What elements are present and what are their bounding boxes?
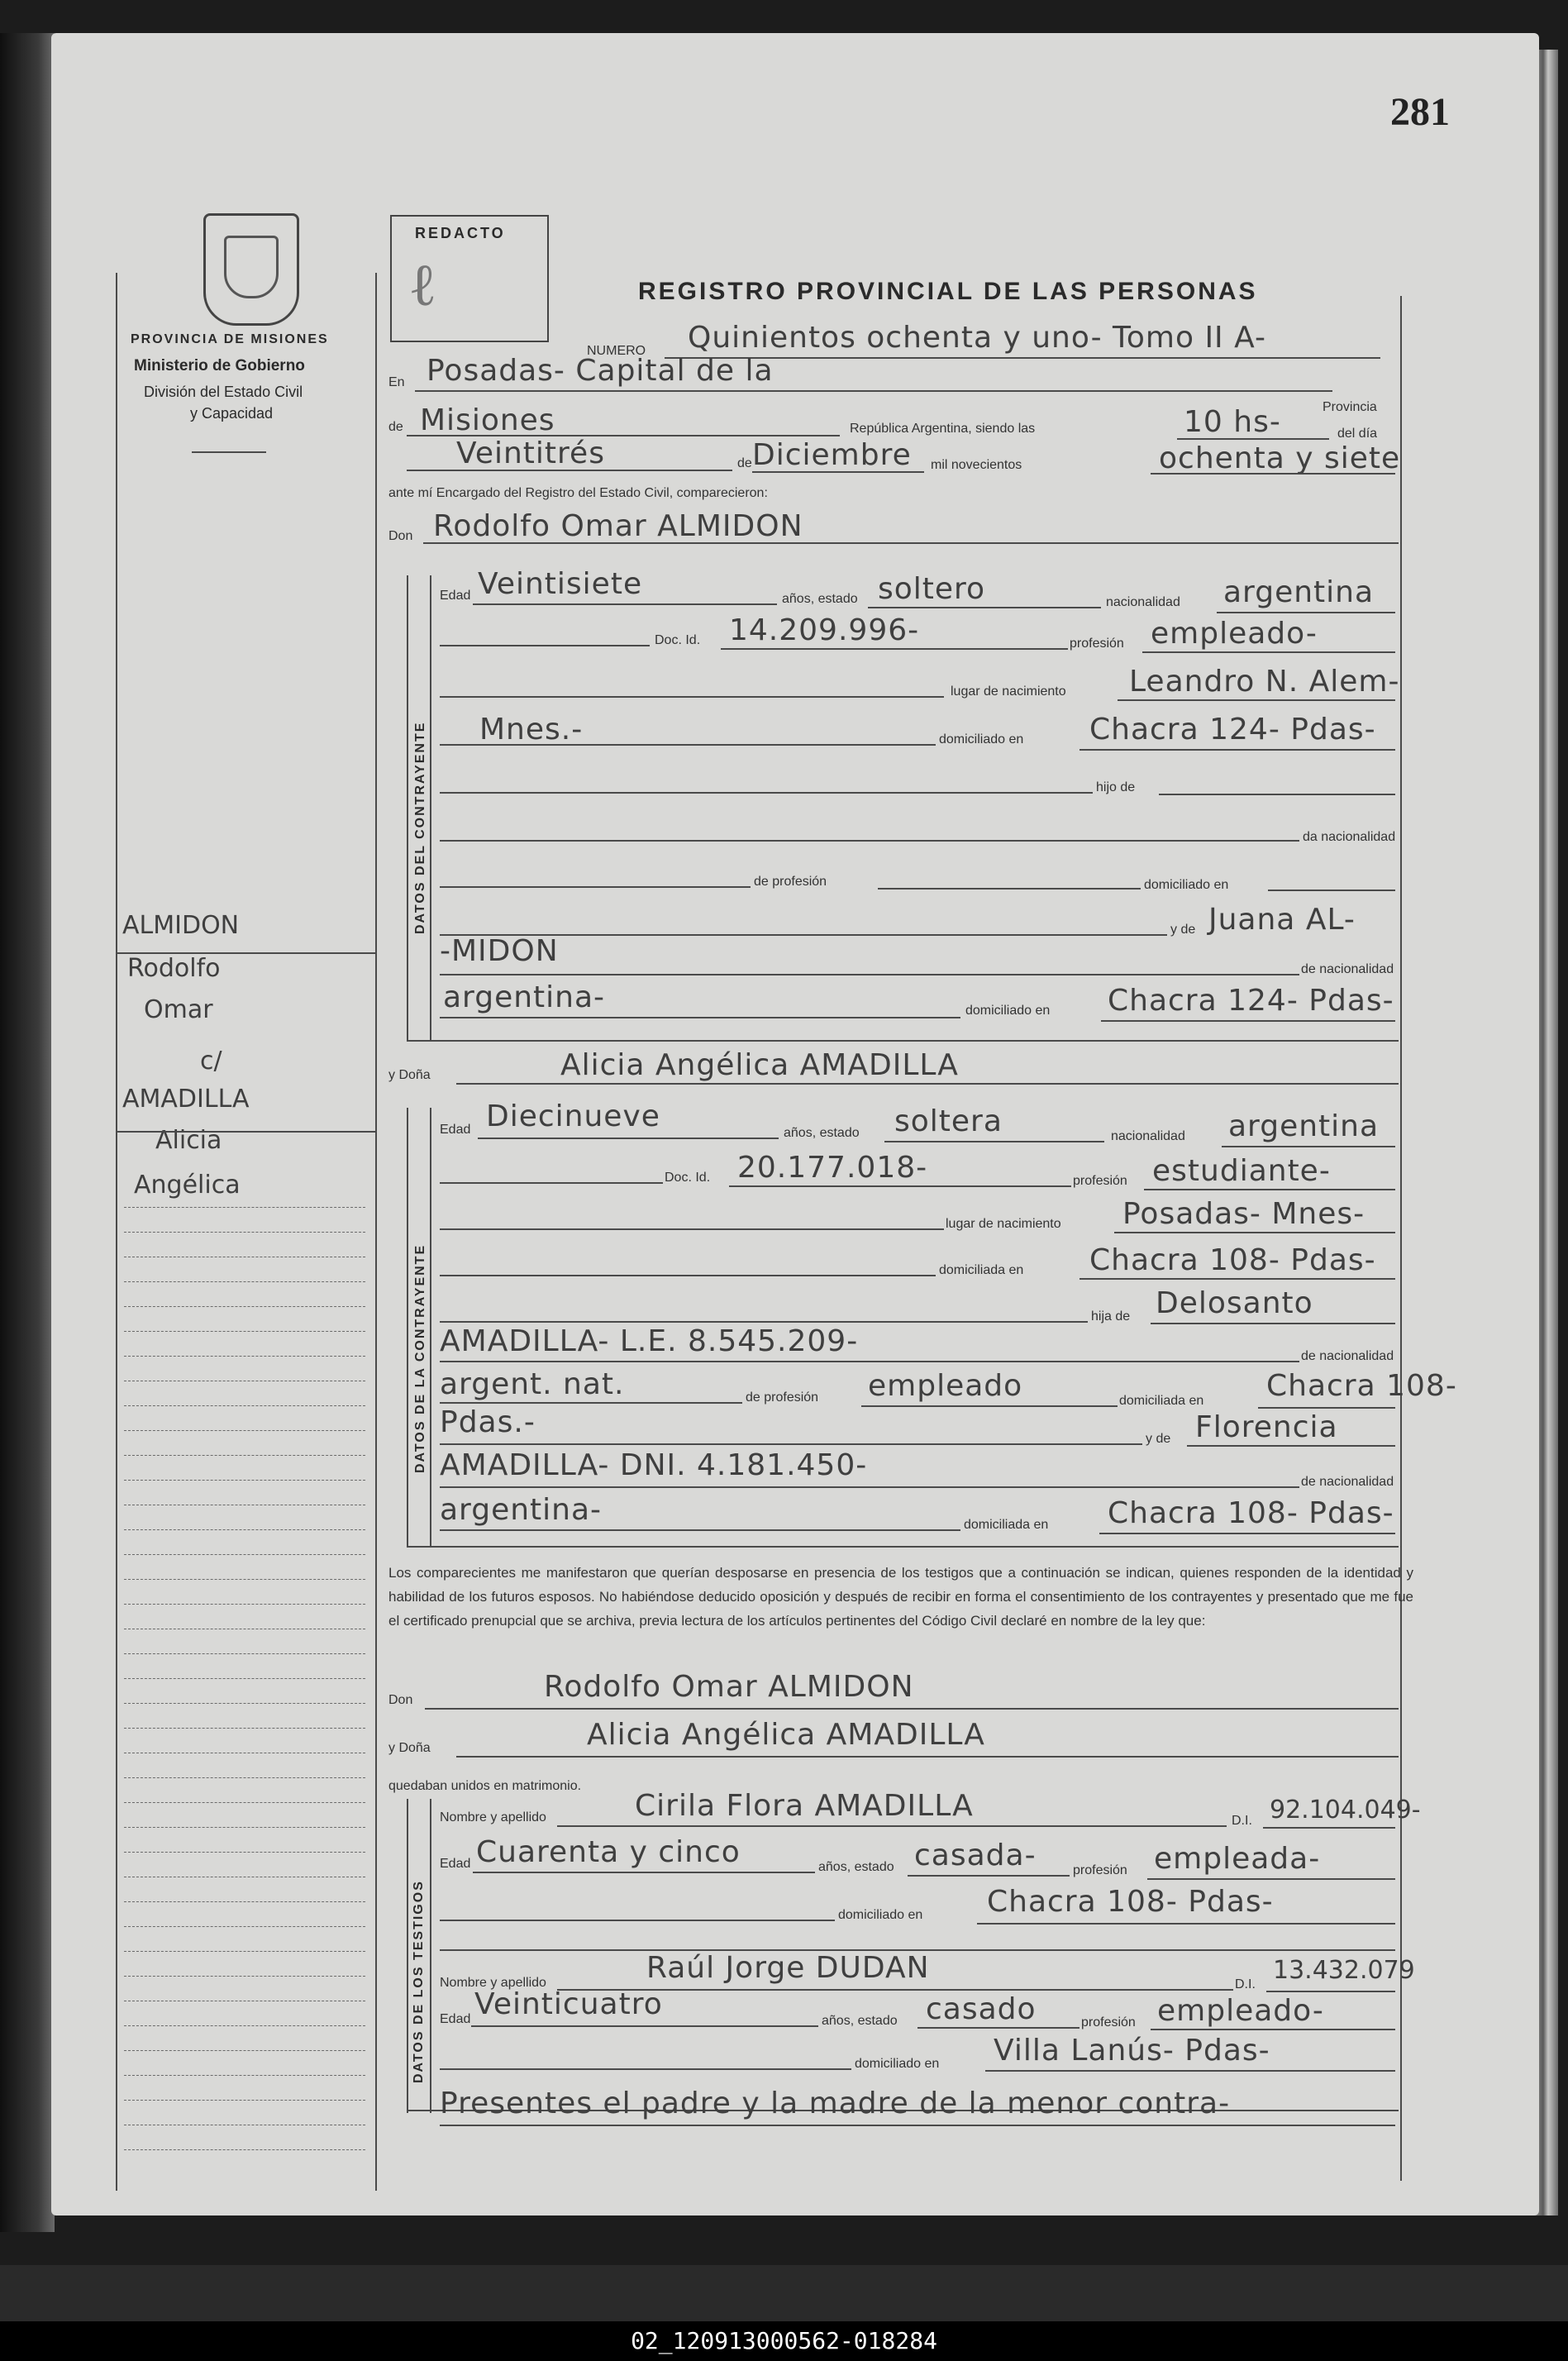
field-line [1114, 1232, 1395, 1233]
value-padre2: Delosanto [1156, 1286, 1313, 1320]
label-don: Don [388, 529, 413, 543]
province-name: PROVINCIA DE MISIONES [131, 332, 329, 346]
field-line [423, 542, 1399, 544]
register-title: REGISTRO PROVINCIAL DE LAS PERSONAS [638, 278, 1258, 305]
field-line [440, 744, 936, 746]
margin-note-second: Omar [144, 995, 213, 1024]
field-line [440, 1529, 960, 1531]
label-de-profesion-2: de profesión [746, 1390, 819, 1405]
label-quedaban: quedaban unidos en matrimonio. [388, 1779, 582, 1793]
value-dona2: Alicia Angélica AMADILLA [587, 1718, 985, 1752]
field-line [440, 696, 944, 698]
field-line [440, 1017, 960, 1018]
redacto-box [390, 215, 549, 342]
value-padre2-domb: Pdas.- [440, 1405, 536, 1439]
label-edad: Edad [440, 589, 471, 603]
field-line [478, 1138, 779, 1139]
label-nacionalidad: nacionalidad [1106, 595, 1180, 609]
label-y-dona: y Doña [388, 1068, 431, 1082]
label-domiciliada-en-3: domiciliada en [964, 1518, 1049, 1532]
value-t1-prof: empleada- [1154, 1842, 1321, 1876]
value-estado1: soltero [878, 572, 986, 606]
field-line [440, 1228, 944, 1230]
label-en: En [388, 375, 405, 389]
label-domiciliado-en-4: domiciliado en [838, 1908, 923, 1922]
field-line [471, 2025, 818, 2027]
label-edad-3: Edad [440, 1857, 471, 1871]
field-line [908, 1875, 1070, 1877]
label-de-profesion: de profesión [754, 875, 827, 889]
margin-dashed-line [124, 1306, 365, 1307]
field-line [1222, 1146, 1395, 1147]
value-don: Rodolfo Omar ALMIDON [433, 509, 803, 543]
label-domiciliada-en-2: domiciliada en [1119, 1394, 1204, 1408]
value-prof1: empleado- [1151, 617, 1318, 651]
margin-rule-left [116, 273, 117, 2191]
margin-dashed-line [124, 2100, 365, 2101]
margin-dashed-line [124, 1678, 365, 1679]
field-line [440, 886, 751, 888]
value-t1-estado: casada- [914, 1839, 1037, 1872]
margin-note-surname2: AMADILLA [122, 1085, 250, 1114]
field-line [1079, 749, 1395, 751]
field-line [440, 1361, 1299, 1362]
field-line [721, 648, 1068, 650]
value-t2-edad: Veinticuatro [474, 1987, 663, 2021]
field-line [1144, 1189, 1395, 1190]
field-line [456, 1756, 1399, 1758]
label-domiciliado-en-3: domiciliado en [965, 1004, 1051, 1018]
label-provincia: Provincia [1323, 400, 1377, 414]
field-line [1263, 1827, 1395, 1829]
margin-note-surname: ALMIDON [122, 911, 240, 940]
label-de-nacionalidad-2: de nacionalidad [1301, 1349, 1394, 1363]
value-anio: ochenta y siete [1159, 441, 1401, 475]
field-line [456, 1083, 1399, 1085]
value-t2-estado: casado [926, 1992, 1037, 2026]
margin-dashed-line [124, 1430, 365, 1431]
value-edad1: Veintisiete [478, 567, 643, 601]
value-nac1: argentina [1223, 575, 1375, 609]
header-rule [192, 451, 266, 453]
field-line [557, 1825, 1227, 1827]
field-line [440, 1275, 936, 1276]
field-line [1079, 1278, 1395, 1280]
label-nacionalidad-2: nacionalidad [1111, 1129, 1185, 1143]
margin-dashed-line [124, 1653, 365, 1654]
margin-dashed-line [124, 1604, 365, 1605]
label-doc-id-2: Doc. Id. [665, 1171, 711, 1185]
label-republica: República Argentina, siendo las [850, 422, 1036, 436]
field-line [861, 1405, 1118, 1407]
field-line [1217, 612, 1395, 613]
label-lugar-nac: lugar de nacimiento [951, 684, 1066, 699]
field-line [440, 1321, 1088, 1323]
division-name-2: y Capacidad [190, 405, 274, 422]
label-nombre-apellido: Nombre y apellido [440, 1810, 546, 1824]
field-line [407, 470, 732, 471]
value-dia: Veintitrés [456, 436, 605, 470]
margin-dashed-line [124, 1827, 365, 1828]
value-edad2: Diecinueve [486, 1099, 660, 1133]
margin-dashed-line [124, 1852, 365, 1853]
label-y-de: y de [1170, 923, 1196, 937]
label-y-dona-2: y Doña [388, 1741, 431, 1755]
margin-dashed-line [124, 1281, 365, 1282]
value-t2-di: 13.432.079 [1273, 1956, 1415, 1985]
label-hija-de: hija de [1091, 1309, 1131, 1324]
field-line [1268, 890, 1395, 891]
ministry-name: Ministerio de Gobierno [134, 357, 305, 374]
label-anos-estado-2: años, estado [784, 1126, 860, 1140]
label-anos-estado: años, estado [782, 592, 858, 606]
block-bottom [407, 1040, 1399, 1042]
label-edad-2: Edad [440, 1123, 471, 1137]
label-anos-estado-3: años, estado [818, 1860, 894, 1874]
margin-dashed-line [124, 1480, 365, 1481]
label-de-nacionalidad: de nacionalidad [1301, 962, 1394, 976]
margin-note-first: Rodolfo [127, 954, 221, 983]
label-hijo-de: hijo de [1096, 780, 1136, 794]
field-line [752, 471, 924, 473]
margin-dashed-line [124, 2075, 365, 2076]
vertical-label-testigos: DATOS DE LOS TESTIGOS [412, 1880, 426, 2083]
field-line [1099, 1533, 1395, 1534]
field-line [1258, 1407, 1395, 1409]
field-line [1159, 794, 1395, 795]
label-numero: NUMERO [587, 344, 646, 358]
register-page [51, 33, 1539, 2216]
label-de-nacionalidad-3: de nacionalidad [1301, 1475, 1394, 1489]
field-line [1177, 438, 1329, 440]
value-t1-edad: Cuarenta y cinco [476, 1835, 741, 1869]
margin-note-second2: Angélica [134, 1171, 241, 1200]
value-dona: Alicia Angélica AMADILLA [560, 1048, 959, 1082]
value-madre1: Juana AL- [1208, 903, 1356, 937]
value-dom2: Chacra 108- Pdas- [1089, 1243, 1376, 1277]
value-t1-nombre: Cirila Flora AMADILLA [635, 1789, 974, 1823]
block-rule [407, 575, 408, 1040]
label-lugar-nac-2: lugar de nacimiento [946, 1217, 1061, 1231]
label-y-de-2: y de [1146, 1432, 1171, 1446]
value-prof2: estudiante- [1152, 1154, 1331, 1188]
label-da-nacionalidad: da nacionalidad [1303, 830, 1396, 844]
block-rule [430, 1799, 431, 2113]
label-don-2: Don [388, 1693, 413, 1707]
margin-dashed-line [124, 1405, 365, 1406]
margin-dashed-line [124, 1579, 365, 1580]
value-nac2: argentina [1228, 1109, 1380, 1143]
value-t2-prof: empleado- [1157, 1994, 1324, 2028]
margin-dashed-line [124, 1951, 365, 1952]
handwritten-mark: ℓ [408, 250, 437, 319]
value-madre1b: -MIDON [440, 934, 559, 968]
field-line [440, 974, 1299, 975]
field-line [473, 1872, 815, 1873]
field-line [878, 888, 1141, 890]
value-numero: Quinientos ochenta y uno- Tomo II A- [688, 321, 1266, 355]
margin-dashed-line [124, 1529, 365, 1530]
value-t1-dom: Chacra 108- Pdas- [987, 1885, 1274, 1919]
vertical-label-contrayenta: DATOS DE LA CONTRAYENTE [413, 1243, 427, 1473]
field-line [868, 607, 1101, 608]
field-line [1147, 1878, 1395, 1880]
margin-rule [116, 952, 377, 954]
field-line [440, 2125, 1395, 2126]
label-profesion-3: profesión [1073, 1863, 1127, 1877]
margin-dashed-line [124, 1777, 365, 1778]
value-t1-di: 92.104.049- [1270, 1796, 1421, 1824]
label-profesion: profesión [1070, 637, 1124, 651]
vertical-label-contrayente: DATOS DEL CONTRAYENTE [413, 721, 427, 934]
margin-dashed-line [124, 2050, 365, 2051]
field-line [440, 1182, 663, 1184]
value-doc1: 14.209.996- [729, 613, 920, 647]
field-line [985, 2070, 1395, 2072]
value-estado2: soltera [894, 1104, 1003, 1138]
coat-of-arms-icon [203, 213, 299, 326]
right-rule [1400, 296, 1402, 2181]
value-padre2-nac: argent. nat. [440, 1367, 625, 1401]
book-binding [0, 33, 55, 2232]
label-profesion-4: profesión [1081, 2015, 1136, 2030]
margin-dashed-line [124, 2025, 365, 2026]
value-doc2: 20.177.018- [737, 1151, 928, 1185]
field-line [977, 1923, 1395, 1925]
value-en: Posadas- Capital de la [427, 354, 774, 388]
margin-dashed-line [124, 1455, 365, 1456]
value-lugar2: Posadas- Mnes- [1122, 1197, 1365, 1231]
value-padre2b: AMADILLA- L.E. 8.545.209- [440, 1324, 859, 1358]
margin-note-first2: Alicia [155, 1126, 222, 1155]
declaration-paragraph: Los comparecientes me manifestaron que querían desposarse en presencia de los testigos que a continuación se indican, quienes responden de la identidad y habilidad de los futuros esposos. No habiéndose deducido oposición y después de recibir en forma el consentimiento de los contrayentes y presentado que me fue el certificado prenupcial que se archiva, previa lectura de los artículos pertinentes del Código Civil declaré en nombre de la ley que: [388, 1565, 1413, 1629]
field-line [473, 603, 777, 605]
value-t2-dom: Villa Lanús- Pdas- [994, 2034, 1270, 2068]
value-madre2-nac: argentina- [440, 1493, 603, 1527]
value-de: Misiones [420, 403, 555, 437]
value-mes: Diciembre [752, 438, 912, 472]
margin-note-con: c/ [200, 1047, 222, 1076]
label-domiciliado-en: domiciliado en [939, 732, 1024, 746]
block-rule [430, 575, 431, 1040]
label-domiciliada-en: domiciliada en [939, 1263, 1024, 1277]
margin-rule [116, 1131, 377, 1133]
field-line [440, 1443, 1142, 1445]
field-line [1151, 1323, 1395, 1324]
value-don2: Rodolfo Omar ALMIDON [544, 1670, 914, 1704]
field-line [1151, 2029, 1395, 2030]
field-line [415, 390, 1332, 392]
label-profesion-2: profesión [1073, 1174, 1127, 1188]
field-line [1101, 1020, 1395, 1022]
division-name: División del Estado Civil [144, 384, 303, 400]
value-madre1-dom: Chacra 124- Pdas- [1108, 984, 1394, 1018]
value-madre1-nac: argentina- [443, 980, 606, 1014]
margin-dashed-line [124, 1356, 365, 1357]
value-padre2-prof: empleado [868, 1369, 1023, 1403]
field-line [1266, 1991, 1395, 1992]
label-de: de [388, 420, 403, 434]
block-rule [407, 1799, 408, 2113]
field-line [1118, 699, 1395, 701]
field-line [440, 792, 1093, 794]
field-line [917, 2027, 1079, 2029]
value-dom1: Chacra 124- Pdas- [1089, 713, 1376, 746]
label-de-mes: de [737, 456, 752, 470]
value-t2-nombre: Raúl Jorge DUDAN [646, 1951, 930, 1985]
value-final: Presentes el padre y la madre de la menor contra- [440, 2087, 1231, 2120]
margin-dashed-line [124, 1554, 365, 1555]
label-doc-id: Doc. Id. [655, 633, 701, 647]
label-domiciliado-en-2: domiciliado en [1144, 878, 1229, 892]
field-line [440, 1402, 742, 1404]
label-del-dia: del día [1337, 427, 1378, 441]
margin-dashed-line [124, 1207, 365, 1208]
label-mil-novecientos: mil novecientos [931, 458, 1022, 472]
label-edad-4: Edad [440, 2012, 471, 2026]
label-nombre-apellido-2: Nombre y apellido [440, 1976, 546, 1990]
value-hora: 10 hs- [1184, 405, 1281, 439]
field-line [440, 1920, 835, 1921]
page-number: 281 [1390, 90, 1450, 134]
field-line [440, 840, 1299, 842]
margin-dashed-line [124, 1901, 365, 1902]
margin-dashed-line [124, 1703, 365, 1704]
field-line [729, 1185, 1071, 1187]
value-madre2: Florencia [1195, 1410, 1338, 1444]
margin-dashed-line [124, 1802, 365, 1803]
margin-dashed-line [124, 1331, 365, 1332]
value-madre2b: AMADILLA- DNI. 4.181.450- [440, 1448, 868, 1482]
field-line [1151, 473, 1395, 475]
value-madre2-dom: Chacra 108- Pdas- [1108, 1496, 1394, 1530]
value-lugar1: Leandro N. Alem- [1129, 665, 1400, 699]
label-di: D.I. [1232, 1814, 1252, 1828]
label-domiciliado-en-5: domiciliado en [855, 2057, 940, 2071]
field-line [884, 1141, 1104, 1142]
field-line [1142, 651, 1395, 653]
margin-dashed-line [124, 1926, 365, 1927]
field-line [1187, 1445, 1395, 1447]
margin-rule-right [375, 273, 377, 2191]
margin-dashed-line [124, 2149, 365, 2150]
value-padre2-dom: Chacra 108- [1266, 1369, 1457, 1403]
label-di-2: D.I. [1235, 1977, 1256, 1991]
margin-dashed-line [124, 1976, 365, 1977]
field-line [440, 645, 650, 646]
block-rule [430, 1108, 431, 1546]
block-rule [407, 1108, 408, 1546]
redacto-label: REDACTO [415, 225, 506, 241]
margin-dashed-line [124, 1728, 365, 1729]
field-line [440, 2068, 851, 2070]
value-lugar1b: Mnes.- [479, 713, 584, 746]
field-line [425, 1708, 1399, 1710]
block-bottom [407, 1546, 1399, 1548]
scan-caption: 02_120913000562-018284 [0, 2321, 1568, 2361]
margin-dashed-line [124, 1232, 365, 1233]
field-line [440, 1486, 1299, 1488]
label-anos-estado-4: años, estado [822, 2014, 898, 2028]
label-ante: ante mí Encargado del Registro del Estado Civil, comparecieron: [388, 486, 768, 500]
